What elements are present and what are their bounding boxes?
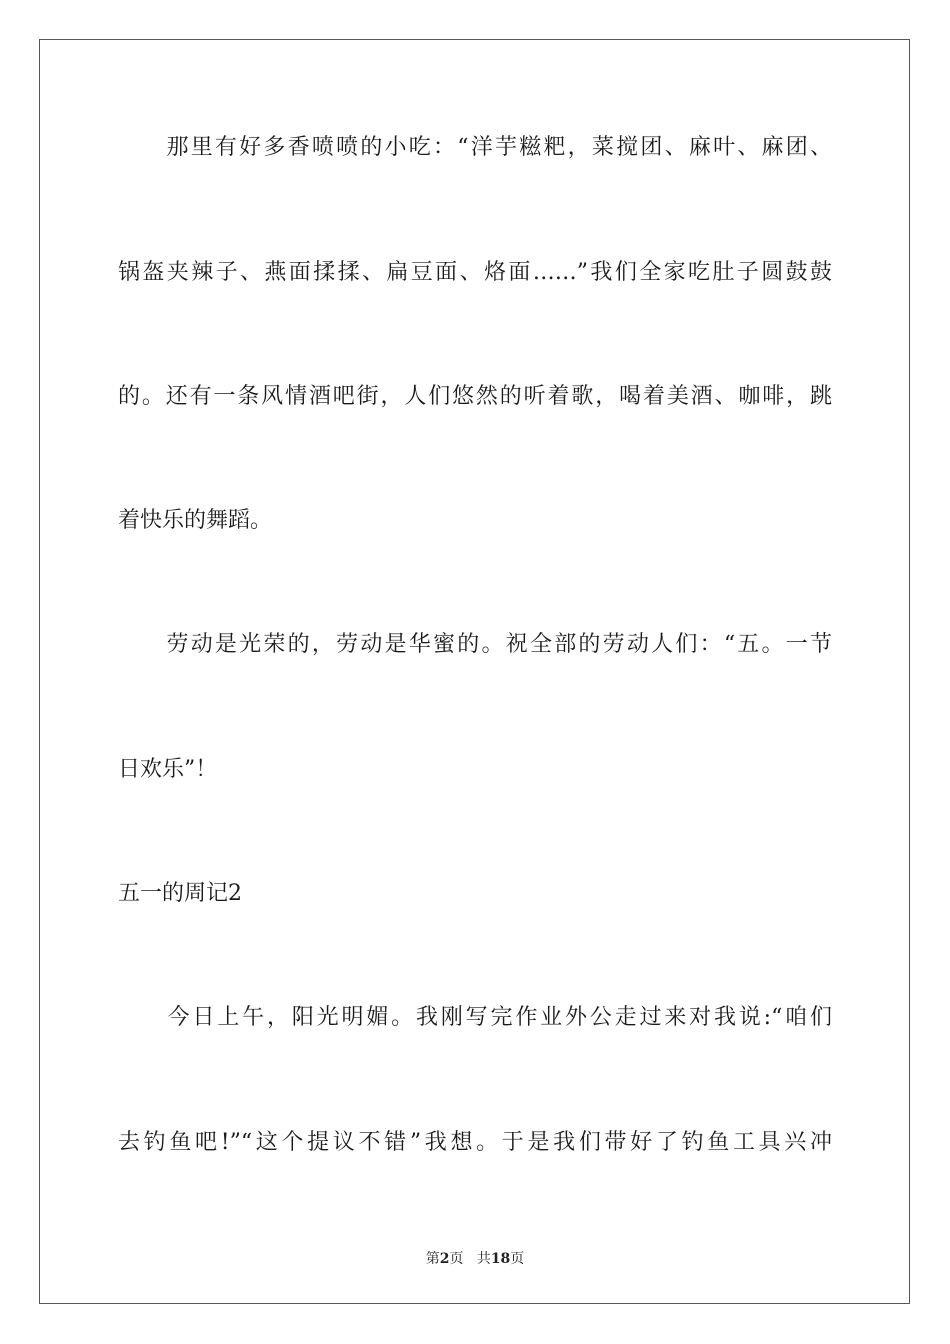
page-footer	[0, 1248, 950, 1268]
page-suffix: 页	[449, 1251, 464, 1267]
text-line-1: 那里有好多香喷喷的小吃：“洋芋糍粑，菜搅团、麻叶、麻团、	[118, 135, 832, 160]
text-line-5: 劳动是光荣的，劳动是华蜜的。祝全部的劳动人们：“五。一节	[118, 632, 832, 657]
section-heading: 五一的周记2	[118, 881, 242, 906]
total-prefix: 共	[476, 1251, 491, 1267]
total-pages: 18	[490, 1251, 511, 1267]
text-line-2: 锅盔夹辣子、燕面揉揉、扁豆面、烙面……”我们全家吃肚子圆鼓鼓	[118, 260, 832, 285]
text-line-9: 去钓鱼吧!”“这个提议不错”我想。于是我们带好了钓鱼工具兴冲	[118, 1130, 832, 1155]
page-border	[39, 39, 910, 1304]
text-line-6: 日欢乐”！	[118, 757, 218, 782]
text-line-3: 的。还有一条风情酒吧街，人们悠然的听着歌，喝着美酒、咖啡，跳	[118, 384, 832, 409]
text-line-8: 今日上午，阳光明媚。我刚写完作业外公走过来对我说:“咱们	[118, 1005, 832, 1030]
page-number: 2	[439, 1251, 450, 1267]
page-prefix: 第	[425, 1251, 440, 1267]
total-suffix: 页	[510, 1251, 525, 1267]
text-line-4: 着快乐的舞蹈。	[118, 508, 273, 533]
